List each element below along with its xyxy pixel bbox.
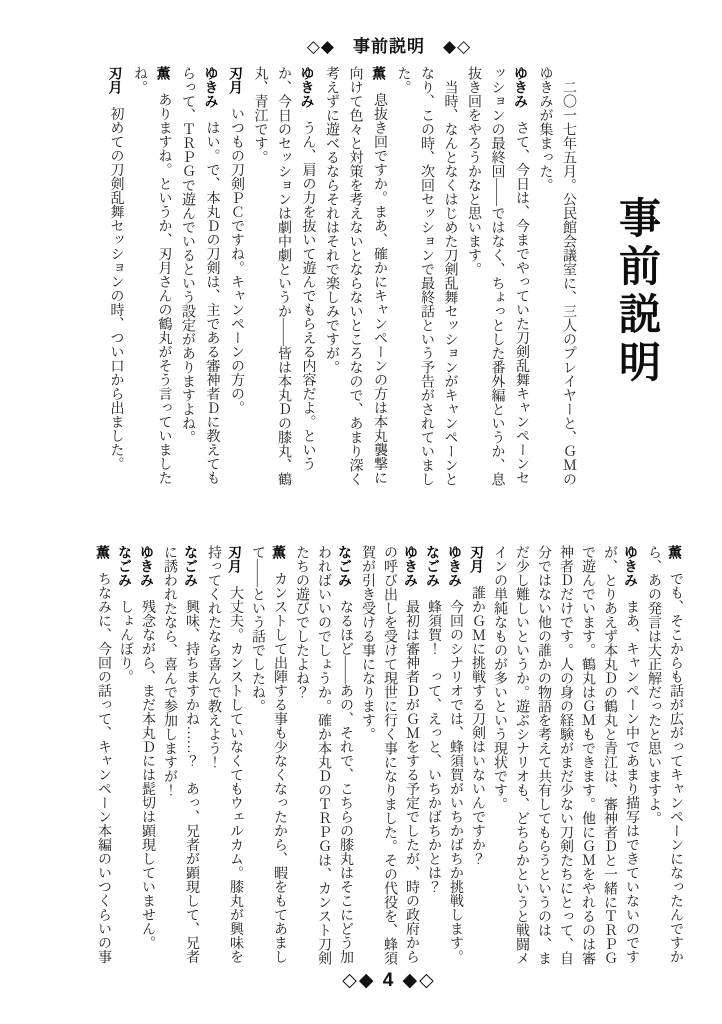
dialogue-text: 誰かＧＭに挑戦する刀剣はいないんですか？ — [470, 585, 485, 866]
dialogue-paragraph — [158, 545, 202, 970]
dialogue-text: 今回のシナリオでは、蜂須賀がいちかばちか挑戦します。 — [448, 599, 463, 964]
dialogue-paragraph — [444, 545, 466, 970]
narration-text: 当時、なんとなくはじめた刀剣乱舞セッションがキャンペーンとなり、この時、次回セッションで最終話という予告がされていました。 — [395, 66, 458, 486]
dialogue-text: 大丈夫。カンストしていなくてもウェルカム。膝丸が興味を持ってくれたなら喜んで教えよう！ — [206, 545, 243, 964]
intro-text-block — [103, 66, 580, 498]
dialogue-paragraph — [176, 66, 224, 498]
dialogue-text: いつもの刀剣ＰＣですね。キャンペーンの方の。 — [229, 106, 244, 415]
speaker-label: 刃月 — [227, 545, 243, 573]
speaker-label: ゆきみ — [403, 545, 419, 587]
speaker-label: 刃月 — [469, 545, 485, 573]
speaker-label: なごみ — [337, 545, 353, 587]
dialogue-paragraph — [356, 545, 422, 970]
dialogue-text: しょんぼり。 — [118, 599, 133, 684]
dialogue-text: まあ、キャンペーン中であまり描写はできていないのですが、とりあえず本丸Ｄの鶴丸と青江は、審神者Ｄと一緒にＴＲＰＧで遊んでいます。鶴丸はＧＭもできます。他にＧＭをやれるのは審神者Ｄだけです。人の身の経験がまだ少ない刀剣たちにとって、自分ではない他の誰かの物語を考えて共有してもらうというのは、まだ少し難しいというか。遊ぶシナリオも、どちらかというと戦闘メインの単純なものが多いという現状です。 — [492, 545, 639, 965]
speaker-label: ゆきみ — [203, 66, 220, 108]
dialogue-paragraph — [466, 545, 488, 970]
dialogue-paragraph — [642, 545, 686, 970]
dialogue-text: 残念ながら、まだ本丸Ｄには髭切は顕現していません。 — [140, 599, 155, 950]
discussion-text-block — [92, 545, 686, 970]
speaker-label: ゆきみ — [139, 545, 155, 587]
header-ornament: ◇◆ 事前説明 ◆◇ — [306, 37, 472, 56]
dialogue-text: さて、今日は、今までやっていた刀剣乱舞キャンペーンセッションの最終回――ではなく、ちょっとした番外編というか、息抜き回をやろうかなと思います。 — [466, 66, 529, 486]
dialogue-text: カンストして出陣する事も少なくなったから、暇をもてあまして――という話でしたね。 — [250, 545, 287, 964]
narration-text: 二〇一七年五月。公民館会議室に、三人のプレイヤーと、ＧＭのゆきみが集まった。 — [537, 66, 576, 486]
page-number: ◇◆ 4 ◆◇ — [342, 970, 436, 991]
dialogue-paragraph — [290, 545, 356, 970]
dialogue-text: なるほど――あの、それで、こちらの膝丸はそこにどう加わればいいのでしょうか。確か本丸ＤのＴＲＰＧは、カンスト刀剣たちの遊びでしたよね？ — [294, 545, 353, 965]
dialogue-text: ちなみに、今回の話って、キャンペーン本編のいつくらいの事 — [96, 571, 111, 964]
narration-paragraph — [391, 66, 462, 498]
speaker-label: 刃月 — [228, 66, 244, 94]
speaker-label: ゆきみ — [447, 545, 463, 587]
speaker-label: 薫 — [667, 545, 683, 559]
speaker-label: ゆきみ — [513, 66, 529, 108]
dialogue-paragraph — [462, 66, 534, 498]
dialogue-text: 最初は審神者ＤがＧＭをする予定でしたが、時の政府からの呼び出しを受けて現世に行く事になりました。その代役を、蜂須賀が引き受ける事になります。 — [360, 545, 419, 965]
dialogue-paragraph — [202, 545, 246, 970]
dialogue-text: でも、そこからも話が広がってキャンペーンになったんですから、あの発言は大正解だったと思いますよ。 — [646, 545, 683, 964]
dialogue-paragraph — [128, 66, 176, 498]
dialogue-paragraph — [246, 545, 290, 970]
dialogue-text: 興味、持ちますかね……？ あっ、兄者が顕現して、兄者に誘われたなら、喜んで参加しますが！ — [162, 545, 199, 964]
speaker-label: なごみ — [117, 545, 133, 587]
dialogue-paragraph — [248, 66, 320, 498]
speaker-label: ゆきみ — [299, 66, 316, 108]
dialogue-text: 初めての刀剣乱舞セッションの時、つい口から出ました。 — [108, 106, 124, 471]
dialogue-paragraph — [320, 66, 392, 498]
speaker-label: 薫 — [155, 66, 172, 80]
dialogue-text: うん、肩の力を抜いて遊んでもらえる内容だよ。というか、今日のセッションは劇中劇というか――皆は本丸Ｄの膝丸、鶴丸、青江です。 — [252, 66, 316, 486]
speaker-label: なごみ — [183, 545, 199, 587]
speaker-label: 薫 — [271, 545, 287, 559]
dialogue-paragraph — [114, 545, 136, 970]
dialogue-text: 息抜き回ですか。まあ、確かにキャンペーンの方は本丸襲撃に向けて色々と対策を考えないとならないところなので、あまり深く考えずに遊べるならそれはそれで楽しみですが。 — [324, 66, 387, 486]
dialogue-paragraph — [92, 545, 114, 970]
speaker-label: なごみ — [425, 545, 441, 587]
dialogue-text: 蜂須賀！ って、えっと、いちかばちかとは？ — [426, 599, 441, 894]
dialogue-paragraph — [422, 545, 444, 970]
dialogue-paragraph — [224, 66, 249, 498]
dialogue-paragraph — [136, 545, 158, 970]
dialogue-text: ありますね。というか、刃月さんの鶴丸がそう言っていましたね。 — [132, 66, 172, 485]
speaker-label: 刃月 — [107, 66, 124, 94]
dialogue-text: はい。で、本丸Ｄの刀剣は、主である審神者Ｄに教えてもらって、ＴＲＰＧで遊んでいるという設定がありますよね。 — [180, 66, 220, 485]
speaker-label: ゆきみ — [623, 545, 639, 587]
section-title: 事前説明 — [613, 196, 659, 388]
speaker-label: 薫 — [371, 66, 387, 80]
dialogue-paragraph — [488, 545, 642, 970]
speaker-label: 薫 — [95, 545, 111, 559]
narration-paragraph — [533, 66, 580, 498]
dialogue-paragraph — [103, 66, 128, 498]
